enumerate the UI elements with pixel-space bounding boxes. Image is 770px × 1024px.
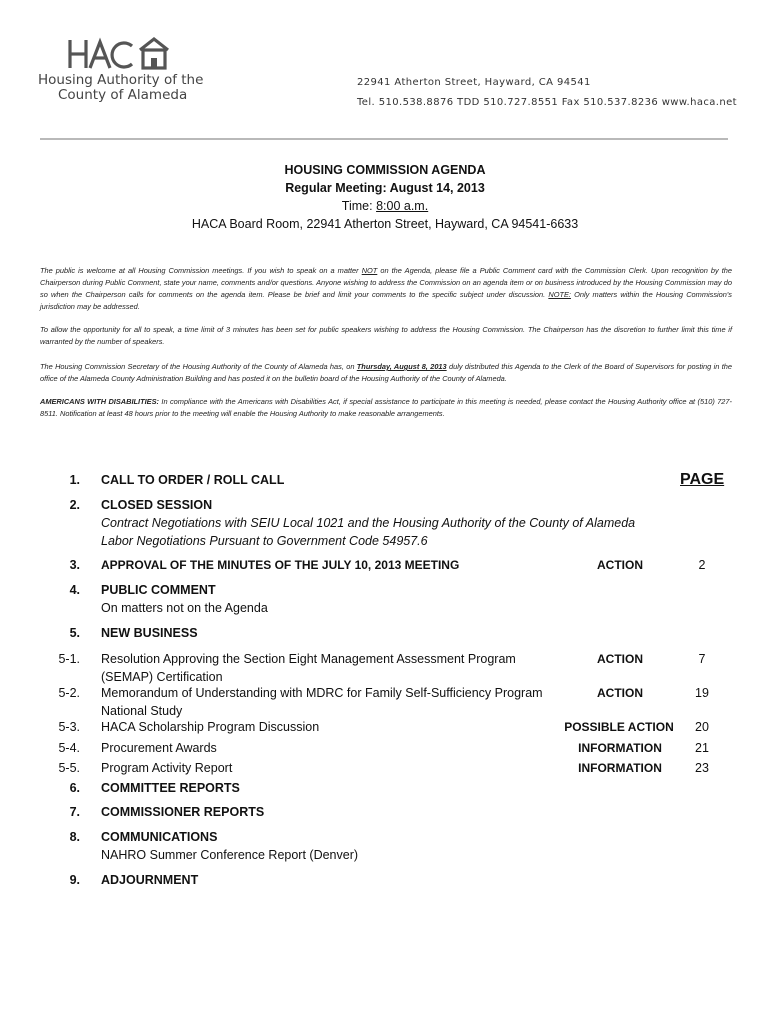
item-title: COMMUNICATIONS bbox=[101, 830, 218, 844]
item-title: Memorandum of Understanding with MDRC for Family Self-Sufficiency Program bbox=[101, 686, 543, 700]
item-number: 5-1. bbox=[58, 652, 80, 666]
item-title: NEW BUSINESS bbox=[101, 626, 198, 640]
time-limit-notice: To allow the opportunity for all to speak, a time limit of 3 minutes has been set for public speakers wishing to address the Housing Commission. The Chairperson has the discretion to further limit this time if warranted by the number of speakers. bbox=[40, 325, 732, 346]
agenda-title-block bbox=[0, 161, 770, 233]
item-number: 9. bbox=[69, 873, 80, 887]
notice-text: In compliance with the Americans with Disabilities Act, if special assistance to participate in this meeting is needed, please contact the Housing Authority office at (510) 727-8511. Notification at least 48 hours prior to the meeting will enable the Housing Authority to make reasonable arrangements. bbox=[40, 397, 732, 418]
item-title: COMMITTEE REPORTS bbox=[101, 781, 240, 795]
item-title: APPROVAL OF THE MINUTES OF THE JULY 10, 2013 MEETING bbox=[101, 558, 460, 572]
org-phone-line: Tel. 510.538.8876 TDD 510.727.8551 Fax 510.537.8236 www.haca.net bbox=[357, 97, 737, 108]
item-title: COMMISSIONER REPORTS bbox=[101, 805, 265, 819]
item-number: 5-3. bbox=[58, 720, 80, 734]
item-action: INFORMATION bbox=[578, 761, 662, 775]
item-action: POSSIBLE ACTION bbox=[564, 720, 674, 734]
public-notice bbox=[40, 265, 732, 313]
item-action: ACTION bbox=[597, 652, 643, 666]
item-detail: On matters not on the Agenda bbox=[101, 601, 268, 615]
notice-text: The public is welcome at all Housing Commission meetings. If you wish to speak on a matter bbox=[40, 266, 362, 275]
ada-heading: AMERICANS WITH DISABILITIES: bbox=[40, 397, 159, 406]
notice-text: The Housing Commission Secretary of the Housing Authority of the County of Alameda has, on bbox=[40, 362, 357, 371]
item-detail: NAHRO Summer Conference Report (Denver) bbox=[101, 848, 359, 862]
item-page: 21 bbox=[695, 741, 709, 755]
org-name-line1: Housing Authority of the bbox=[38, 72, 204, 88]
item-body bbox=[101, 496, 636, 550]
time-value: 8:00 a.m. bbox=[376, 199, 429, 213]
item-action: INFORMATION bbox=[578, 741, 662, 755]
org-address: 22941 Atherton Street, Hayward, CA 94541 bbox=[357, 77, 591, 88]
meeting-location: HACA Board Room, 22941 Atherton Street, Hayward, CA 94541-6633 bbox=[191, 217, 579, 231]
item-title: CLOSED SESSION bbox=[101, 498, 213, 512]
item-title-cont: (SEMAP) Certification bbox=[101, 670, 223, 684]
page-column-header: PAGE bbox=[680, 471, 725, 488]
item-detail: Contract Negotiations with SEIU Local 1021 and the Housing Authority of the County of Alameda bbox=[101, 516, 636, 530]
item-page: 19 bbox=[695, 686, 709, 700]
item-page: 20 bbox=[695, 720, 709, 734]
item-title: Procurement Awards bbox=[101, 741, 217, 755]
item-number: 7. bbox=[69, 805, 80, 819]
item-number: 5-5. bbox=[58, 761, 80, 775]
item-title: Resolution Approving the Section Eight Management Assessment Program bbox=[101, 652, 516, 666]
item-number: 1. bbox=[69, 473, 80, 487]
agenda-title: HOUSING COMMISSION AGENDA bbox=[284, 163, 486, 177]
item-title: PUBLIC COMMENT bbox=[101, 583, 216, 597]
org-contact bbox=[357, 73, 737, 113]
notice-text: on the Agenda, please file a Public Comment card with the Commission Clerk. Upon recognition by the Chairperson during Public Comment, state your name, comments and/or questions. Anyone wishing to address the Commission on an agenda item or on business introduced by the Housing Commission may do so when the Chairperson calls for comments on the agenda item. Please be brief and limit your comments to the specific subject under discussion. bbox=[40, 266, 732, 299]
meeting-time bbox=[0, 197, 770, 215]
item-number: 6. bbox=[69, 781, 80, 795]
item-title: HACA Scholarship Program Discussion bbox=[101, 720, 320, 734]
item-title-cont: National Study bbox=[101, 704, 183, 718]
notice-text: Only matters within the Housing Commission's jurisdiction may be addressed. bbox=[40, 290, 732, 311]
posting-date: Thursday, August 8, 2013 bbox=[356, 362, 447, 371]
meeting-date: Regular Meeting: August 14, 2013 bbox=[285, 181, 485, 195]
item-title: Program Activity Report bbox=[101, 761, 233, 775]
item-number: 3. bbox=[69, 558, 80, 572]
item-number: 4. bbox=[69, 583, 80, 597]
item-page: 23 bbox=[695, 761, 709, 775]
org-name bbox=[38, 73, 203, 103]
ada-notice bbox=[40, 396, 732, 420]
org-name-line2: County of Alameda bbox=[58, 87, 188, 103]
haca-logo bbox=[66, 36, 176, 72]
item-number: 8. bbox=[69, 830, 80, 844]
item-page: 2 bbox=[698, 558, 706, 572]
item-body bbox=[101, 581, 561, 617]
notice-text: duly distributed this Agenda to the Clerk of the Board of Supervisors for posting in the office of the Alameda County Administration Building and has posted it on the bulletin board of the Housing Authority of the County of Alameda. bbox=[40, 362, 732, 383]
notice-emphasis: NOT bbox=[361, 266, 378, 275]
item-detail: Labor Negotiations Pursuant to Government Code 54957.6 bbox=[101, 534, 428, 548]
item-action: ACTION bbox=[597, 686, 643, 700]
item-title: ADJOURNMENT bbox=[101, 873, 199, 887]
item-number: 5. bbox=[69, 626, 80, 640]
notice-note-label: NOTE: bbox=[548, 290, 571, 299]
item-number: 2. bbox=[69, 498, 80, 512]
haca-logo-mark bbox=[66, 36, 176, 72]
item-action: ACTION bbox=[597, 558, 643, 572]
item-number: 5-4. bbox=[58, 741, 80, 755]
header-divider bbox=[40, 138, 728, 140]
item-number: 5-2. bbox=[58, 686, 80, 700]
item-body bbox=[101, 684, 561, 720]
posting-notice bbox=[40, 361, 732, 385]
time-label: Time: bbox=[341, 199, 377, 213]
item-page: 7 bbox=[698, 652, 706, 666]
item-title: CALL TO ORDER / ROLL CALL bbox=[101, 473, 285, 487]
item-body bbox=[101, 650, 561, 686]
item-body bbox=[101, 828, 561, 864]
